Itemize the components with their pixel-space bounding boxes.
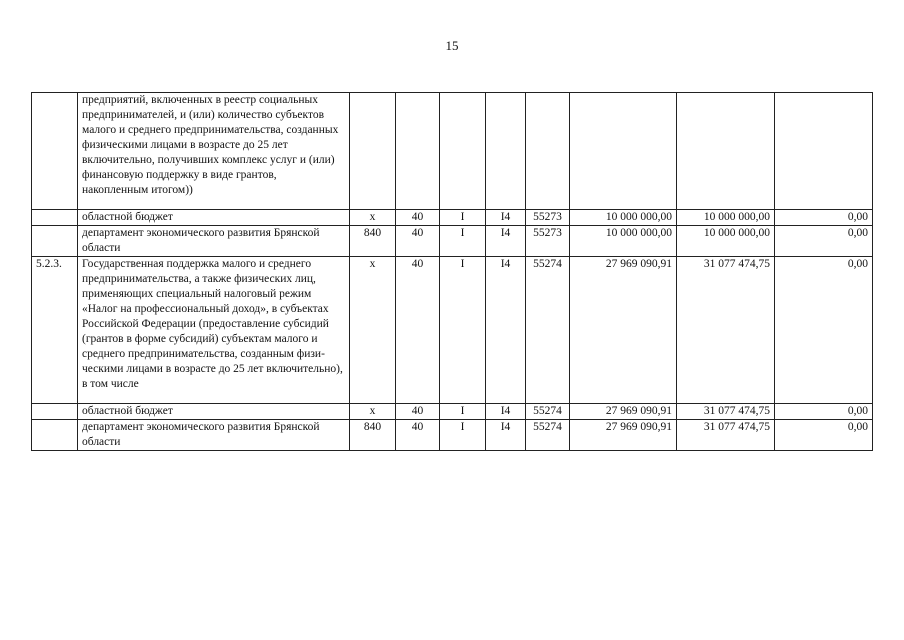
code-cell: I	[440, 257, 486, 404]
amount-cell: 10 000 000,00	[677, 210, 775, 226]
amount-cell: 27 969 090,91	[570, 420, 677, 451]
row-description: областной бюджет	[78, 404, 350, 420]
table-row	[32, 226, 873, 257]
table-row	[32, 93, 873, 210]
amount-cell	[775, 93, 873, 210]
code-cell	[486, 93, 526, 210]
amount-cell: 31 077 474,75	[677, 404, 775, 420]
row-description: департамент экономического развития Брянской области	[78, 226, 350, 257]
amount-cell: 0,00	[775, 404, 873, 420]
code-cell: 55274	[526, 404, 570, 420]
amount-cell	[570, 93, 677, 210]
amount-cell: 0,00	[775, 257, 873, 404]
row-number	[32, 210, 78, 226]
code-cell: I	[440, 226, 486, 257]
code-cell	[526, 93, 570, 210]
row-number	[32, 420, 78, 451]
code-cell: I4	[486, 210, 526, 226]
amount-cell: 10 000 000,00	[677, 226, 775, 257]
amount-cell: 0,00	[775, 210, 873, 226]
code-cell: I	[440, 420, 486, 451]
code-cell: 55273	[526, 226, 570, 257]
code-cell: I4	[486, 257, 526, 404]
code-cell: 840	[350, 226, 396, 257]
code-cell	[350, 93, 396, 210]
code-cell: 40	[396, 226, 440, 257]
code-cell: х	[350, 257, 396, 404]
row-number	[32, 226, 78, 257]
page-number: 15	[445, 38, 459, 53]
amount-cell: 10 000 000,00	[570, 210, 677, 226]
code-cell	[440, 93, 486, 210]
amount-cell	[677, 93, 775, 210]
amount-cell: 31 077 474,75	[677, 257, 775, 404]
code-cell: 40	[396, 404, 440, 420]
table-row	[32, 257, 873, 404]
code-cell: 55273	[526, 210, 570, 226]
code-cell	[396, 93, 440, 210]
budget-table	[31, 92, 873, 451]
table-row	[32, 404, 873, 420]
code-cell: 55274	[526, 420, 570, 451]
row-description: областной бюджет	[78, 210, 350, 226]
amount-cell: 0,00	[775, 420, 873, 451]
row-description: Государственная поддержка малого и среднего предпринимательства, а также физических лиц, применяющих специальный налоговый режим «Налог на профессиональный доход», в субъектах Российской Федерации (предоставление субсидий (грантов в форме субсидий) субъектам малого и среднего предпринимательства, созданным физи-ческими лицами в возрасте до 25 лет включительно), в том числе	[78, 257, 350, 404]
code-cell: 55274	[526, 257, 570, 404]
amount-cell: 10 000 000,00	[570, 226, 677, 257]
code-cell: 40	[396, 420, 440, 451]
row-number: 5.2.3.	[32, 257, 78, 404]
code-cell: I4	[486, 420, 526, 451]
code-cell: I4	[486, 226, 526, 257]
code-cell: х	[350, 210, 396, 226]
row-number	[32, 93, 78, 210]
row-number	[32, 404, 78, 420]
amount-cell: 27 969 090,91	[570, 404, 677, 420]
code-cell: 840	[350, 420, 396, 451]
code-cell: 40	[396, 257, 440, 404]
table-row	[32, 210, 873, 226]
code-cell: I	[440, 404, 486, 420]
code-cell: I	[440, 210, 486, 226]
amount-cell: 0,00	[775, 226, 873, 257]
amount-cell: 27 969 090,91	[570, 257, 677, 404]
code-cell: I4	[486, 404, 526, 420]
row-description: предприятий, включенных в реестр социальных предпринимателей, и (или) количество субъектов малого и среднего предпринимательства, созданных физическими лицами в возрасте до 25 лет включительно, получивших комплекс услуг и (или) финансовую поддержку в виде грантов, накопленным итогом))	[78, 93, 350, 210]
amount-cell: 31 077 474,75	[677, 420, 775, 451]
code-cell: 40	[396, 210, 440, 226]
code-cell: х	[350, 404, 396, 420]
row-description: департамент экономического развития Брянской области	[78, 420, 350, 451]
table-row	[32, 420, 873, 451]
